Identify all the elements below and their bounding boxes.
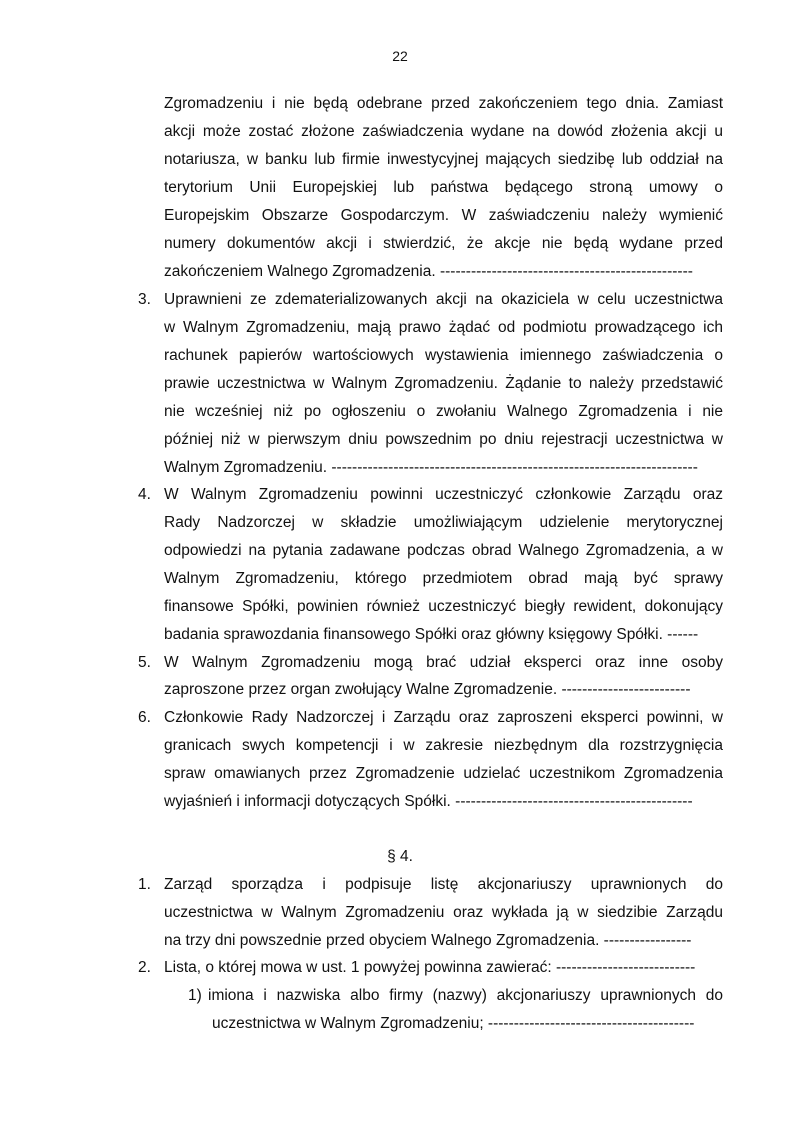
item-number: 1. xyxy=(138,876,151,893)
item-line: W Walnym Zgromadzeniu mogą brać udział eksperci oraz inne osoby xyxy=(164,654,723,671)
paragraph-line: Europejskim Obszarze Gospodarczym. W zaświadczeniu należy wymienić xyxy=(164,207,723,224)
item-line: nie wcześniej niż po ogłoszeniu o zwołaniu Walnego Zgromadzenia i nie xyxy=(164,403,723,420)
item-line: prawie uczestnictwa w Walnym Zgromadzeniu. Żądanie to należy przedstawić xyxy=(164,375,723,392)
item-line: odpowiedzi na pytania zadawane podczas obrad Walnego Zgromadzenia, a w xyxy=(164,542,723,559)
section-heading: § 4. xyxy=(387,848,413,865)
subitem-line: imiona i nazwiska albo firmy (nazwy) akcjonariuszy uprawnionych do xyxy=(208,987,723,1004)
item-line: uczestnictwa w Walnym Zgromadzeniu oraz wykłada ją w siedzibie Zarządu xyxy=(164,904,723,921)
paragraph-line: akcji może zostać złożone zaświadczenia wydane na dowód złożenia akcji u xyxy=(164,123,723,140)
paragraph-line: Zgromadzeniu i nie będą odebrane przed zakończeniem tego dnia. Zamiast xyxy=(164,95,723,112)
item-line: Rady Nadzorczej w składzie umożliwiającym udzielenie merytorycznej xyxy=(164,514,723,531)
paragraph-line: numery dokumentów akcji i stwierdzić, że akcje nie będą wydane przed xyxy=(164,235,723,252)
item-line: Walnym Zgromadzeniu, którego przedmiotem obrad mają być sprawy xyxy=(164,570,723,587)
item-number: 2. xyxy=(138,959,151,976)
subitem-line: uczestnictwa w Walnym Zgromadzeniu; ---------------------------------------- xyxy=(212,1015,695,1032)
item-line: badania sprawozdania finansowego Spółki oraz główny księgowy Spółki. ------ xyxy=(164,626,699,643)
item-number: 5. xyxy=(138,654,151,671)
item-line: zaproszone przez organ zwołujący Walne Zgromadzenie. ------------------------- xyxy=(164,681,691,698)
item-number: 4. xyxy=(138,486,151,503)
item-line: Lista, o której mowa w ust. 1 powyżej powinna zawierać: --------------------------- xyxy=(164,959,696,976)
item-line: spraw omawianych przez Zgromadzenie udzielać uczestnikom Zgromadzenia xyxy=(164,765,723,782)
item-line: granicach swych kompetencji i w zakresie niezbędnym dla rozstrzygnięcia xyxy=(164,737,723,754)
paragraph-line: notariusza, w banku lub firmie inwestycyjnej mających siedzibę lub oddział na xyxy=(164,151,723,168)
item-line: później niż w pierwszym dniu powszednim po dniu rejestracji uczestnictwa w xyxy=(164,431,723,448)
paragraph-line: zakończeniem Walnego Zgromadzenia. ------------------------------------------------- xyxy=(164,263,693,280)
item-line: Członkowie Rady Nadzorczej i Zarządu oraz zaproszeni eksperci powinni, w xyxy=(164,709,723,726)
subitem-number: 1) xyxy=(188,987,202,1004)
item-line: finansowe Spółki, powinien również uczestniczyć biegły rewident, dokonujący xyxy=(164,598,723,615)
item-line: na trzy dni powszednie przed obyciem Walnego Zgromadzenia. ----------------- xyxy=(164,932,692,949)
paragraph-line: terytorium Unii Europejskiej lub państwa będącego stroną umowy o xyxy=(164,179,723,196)
item-line: rachunek papierów wartościowych wystawienia imiennego zaświadczenia o xyxy=(164,347,723,364)
item-number: 3. xyxy=(138,291,151,308)
item-line: wyjaśnień i informacji dotyczących Spółki. ---------------------------------------------- xyxy=(164,793,693,810)
page-number: 22 xyxy=(392,48,408,64)
item-line: Uprawnieni ze zdematerializowanych akcji na okaziciela w celu uczestnictwa xyxy=(164,291,723,308)
item-line: Walnym Zgromadzeniu. ----------------------------------------------------------------------- xyxy=(164,459,698,476)
item-line: Zarząd sporządza i podpisuje listę akcjonariuszy uprawnionych do xyxy=(164,876,723,893)
item-line: w Walnym Zgromadzeniu, mają prawo żądać od podmiotu prowadzącego ich xyxy=(164,319,723,336)
item-number: 6. xyxy=(138,709,151,726)
item-line: W Walnym Zgromadzeniu powinni uczestniczyć członkowie Zarządu oraz xyxy=(164,486,723,503)
